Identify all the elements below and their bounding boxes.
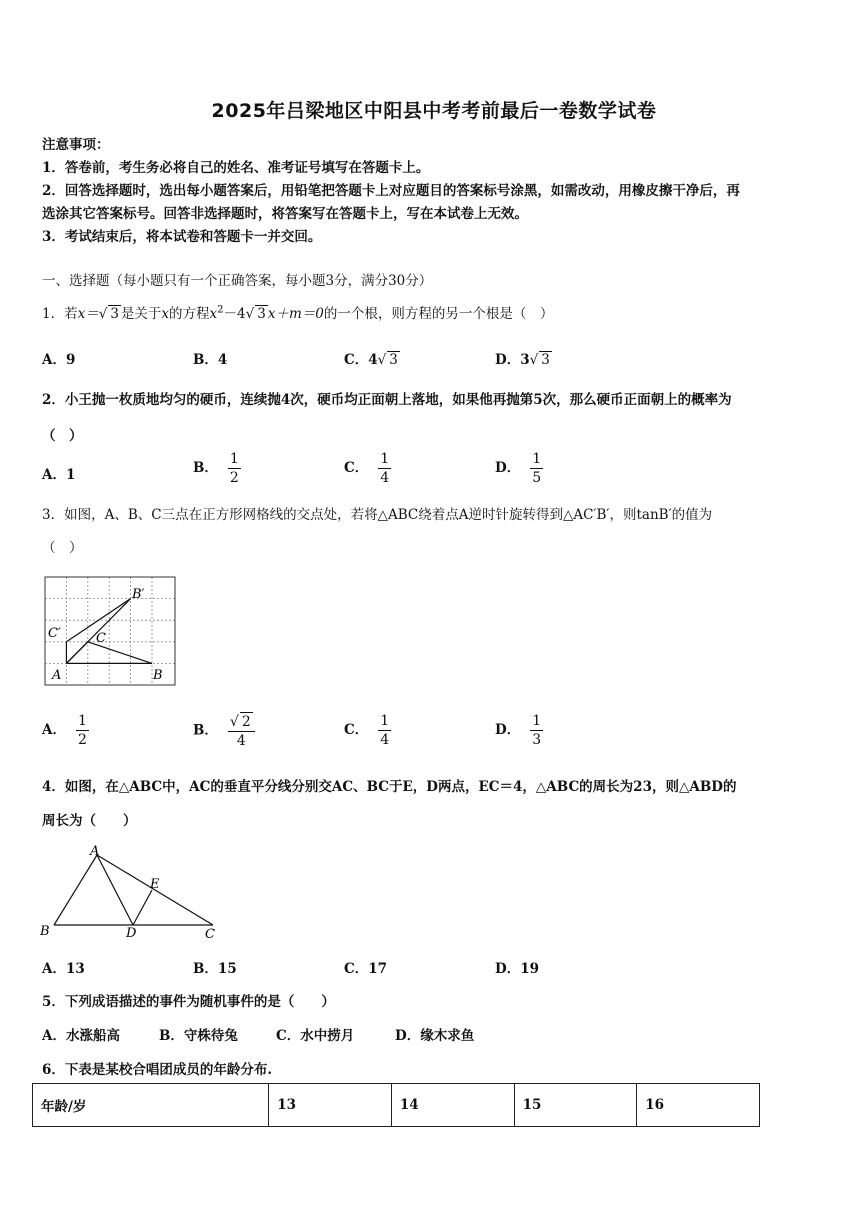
triangle-figure: [38, 843, 223, 943]
question-2-bracket: （ ）: [42, 428, 83, 444]
label-c: C: [96, 631, 106, 646]
section-heading: 一、选择题（每小题只有一个正确答案，每小题3分，满分30分）: [42, 273, 433, 289]
q5-option-a[interactable]: A．水涨船高: [42, 1028, 120, 1044]
q3-option-d[interactable]: D． $\frac{1}{3}$: [495, 713, 542, 748]
fraction: $\frac{1}{2}$: [229, 451, 239, 486]
fraction: $\frac{1}{5}$: [532, 451, 542, 486]
q1-option-b[interactable]: B．4: [193, 352, 228, 368]
q5-option-b[interactable]: B．守株待兔: [159, 1028, 238, 1044]
fraction: $\frac{√ 2}{4}$: [228, 712, 255, 750]
question-4: 4．如图，在△ABC中，AC的垂直平分线分别交AC、BC于E，D两点，EC＝4，△ABC的周长为23，则△ABD的: [42, 779, 737, 795]
fraction: $\frac{1}{2}$: [77, 713, 87, 748]
table-cell: 15: [514, 1084, 637, 1127]
table-row: [33, 1084, 760, 1127]
notice-item: 2．回答选择题时，选出每小题答案后，用铅笔把答题卡上对应题目的答案标号涂黑，如需改动，用橡皮擦干净后，再: [42, 183, 740, 199]
table-cell: 年龄/岁: [33, 1084, 269, 1127]
q1-option-d[interactable]: D．3√ 3: [495, 352, 550, 368]
q2-option-b[interactable]: B． $\frac{1}{2}$: [193, 451, 239, 486]
q2-option-d[interactable]: D． $\frac{1}{5}$: [495, 451, 542, 486]
question-1: 1．若x＝√ 3 是关于x的方程$x^2-4√$ 3 x＋m＝0的一个根，则方程的另一个根是（ ）: [42, 304, 554, 322]
label-a: A: [52, 668, 62, 683]
label-b: B: [153, 668, 163, 683]
age-table: [32, 1083, 760, 1127]
question-2: 2．小王抛一枚质地均匀的硬币，连续抛4次，硬币均正面朝上落地，如果他再抛第5次，那么硬币正面朝上的概率为: [42, 392, 732, 408]
question-6: 6．下表是某校合唱团成员的年龄分布.: [42, 1062, 273, 1078]
q4-option-d[interactable]: D．19: [495, 961, 540, 977]
fraction: $\frac{1}{4}$: [380, 451, 390, 486]
table-cell: 16: [637, 1084, 760, 1127]
q5-option-d[interactable]: D．缘木求鱼: [395, 1028, 475, 1044]
q5-option-c[interactable]: C．水中捞月: [276, 1028, 355, 1044]
label-b-prime: B′: [132, 587, 145, 602]
notice-item: 1．答卷前，考生务必将自己的姓名、准考证号填写在答题卡上。: [42, 160, 430, 176]
question-3-bracket: （ ）: [42, 540, 83, 556]
notice-heading: 注意事项：: [42, 137, 110, 153]
label-c: C: [205, 927, 215, 942]
label-b: B: [40, 924, 50, 939]
question-5: 5．下列成语描述的事件为随机事件的是（ ）: [42, 994, 335, 1010]
notice-item: 3．考试结束后，将本试卷和答题卡一并交回。: [42, 229, 322, 245]
q3-option-a[interactable]: A． $\frac{1}{2}$: [42, 713, 87, 748]
label-e: E: [150, 877, 160, 892]
table-cell: 13: [269, 1084, 392, 1127]
q4-option-a[interactable]: A．13: [42, 961, 85, 977]
fraction: $\frac{1}{3}$: [532, 713, 542, 748]
label-d: D: [126, 926, 137, 941]
question-3: 3．如图，A、B、C三点在正方形网格线的交点处，若将△ABC绕着点A逆时针旋转得到△AC′B′，则tanB′的值为: [42, 507, 713, 523]
notice-item: 选涂其它答案标号。回答非选择题时，将答案写在答题卡上，写在本试卷上无效。: [42, 206, 528, 222]
q2-option-c[interactable]: C． $\frac{1}{4}$: [344, 451, 390, 486]
label-a: A: [90, 844, 100, 859]
q2-option-a[interactable]: A．1: [42, 467, 76, 483]
page-title: 2025年吕梁地区中阳县中考考前最后一卷数学试卷: [211, 100, 657, 122]
label-c-prime: C′: [48, 626, 61, 641]
q1-option-a[interactable]: A．9: [42, 352, 76, 368]
question-4-bracket: 周长为（ ）: [42, 813, 137, 829]
q4-option-b[interactable]: B．15: [193, 961, 237, 977]
q3-option-b[interactable]: B． $\frac{√ 2}{4}$: [193, 712, 255, 750]
table-cell: 14: [391, 1084, 514, 1127]
q1-option-c[interactable]: C．4√ 3: [344, 352, 398, 368]
grid-figure: [40, 572, 180, 690]
fraction: $\frac{1}{4}$: [380, 713, 390, 748]
q3-option-c[interactable]: C． $\frac{1}{4}$: [344, 713, 390, 748]
q4-option-c[interactable]: C．17: [344, 961, 388, 977]
